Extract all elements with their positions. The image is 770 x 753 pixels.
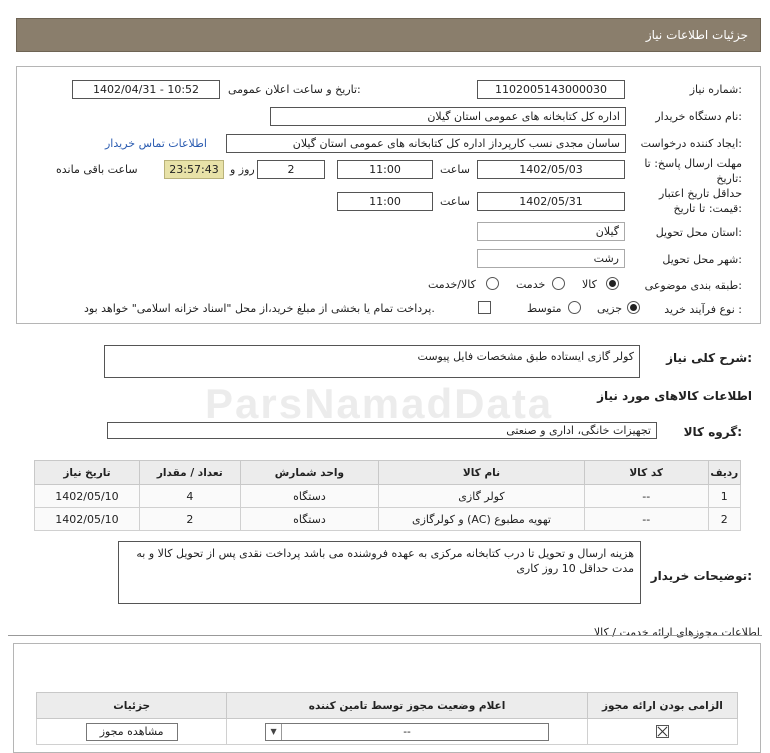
licenses-title: اطلاعات مجوزهای ارائه خدمت / کالا — [593, 626, 760, 639]
announce-label: تاریخ و ساعت اعلان عمومی: — [228, 83, 361, 96]
reply-deadline-label-2: تاریخ: — [716, 172, 742, 185]
purchase-partial-label: جزیی — [597, 302, 623, 315]
summary-field: کولر گازی ایستاده طبق مشخصات فایل پیوست — [104, 345, 640, 378]
cell-unit: دستگاه — [240, 485, 378, 508]
goods-group-label: گروه کالا: — [683, 425, 742, 439]
col-row: ردیف — [708, 461, 740, 485]
watermark: ParsNamadData — [205, 380, 554, 427]
cell-name: تهویه مطبوع (AC) و کولرگازی — [379, 508, 585, 531]
license-details-cell — [37, 719, 227, 745]
province-field: گیلان — [477, 222, 625, 241]
validity-label: حداقل تاریخ اعتبار — [658, 187, 742, 200]
category-service-label: خدمت — [516, 278, 546, 291]
items-table — [34, 460, 741, 531]
buyer-org-field: اداره کل کتابخانه های عمومی استان گیلان — [270, 107, 626, 126]
category-goods-service-label: کالا/خدمت — [428, 278, 476, 291]
cell-unit: دستگاه — [240, 508, 378, 531]
purchase-partial-radio[interactable] — [627, 301, 640, 314]
cell-code: -- — [584, 508, 708, 531]
divider — [8, 635, 762, 636]
cell-name: کولر گازی — [379, 485, 585, 508]
category-goods-service-radio[interactable] — [486, 277, 499, 290]
licenses-header-row — [37, 693, 738, 719]
category-label: طبقه بندی موضوعی: — [644, 279, 742, 292]
category-goods-radio[interactable] — [606, 277, 619, 290]
category-service-radio[interactable] — [552, 277, 565, 290]
treasury-checkbox[interactable] — [478, 301, 491, 314]
validity-label-2: قیمت: تا تاریخ: — [673, 202, 742, 215]
need-number-label: شماره نیاز: — [689, 83, 742, 96]
cell-date: 1402/05/10 — [35, 485, 140, 508]
city-label: شهر محل تحویل: — [662, 253, 742, 266]
cell-row: 2 — [708, 508, 740, 531]
license-required-cell — [587, 719, 737, 745]
goods-info-title: اطلاعات کالاهای مورد نیاز — [597, 389, 752, 403]
table-row — [35, 485, 741, 508]
province-label: استان محل تحویل: — [655, 226, 742, 239]
col-name: نام کالا — [379, 461, 585, 485]
purchase-medium-radio[interactable] — [568, 301, 581, 314]
requester-label: ایجاد کننده درخواست: — [640, 137, 742, 150]
buyer-org-label: نام دستگاه خریدار: — [655, 110, 742, 123]
buyer-notes-label: توضیحات خریدار: — [650, 569, 752, 583]
cell-date: 1402/05/10 — [35, 508, 140, 531]
license-status-select[interactable] — [265, 723, 549, 741]
license-required-checkbox[interactable] — [656, 725, 669, 738]
reply-date-field: 1402/05/03 — [477, 160, 625, 179]
reply-deadline-label: مهلت ارسال پاسخ: تا — [644, 157, 742, 170]
remaining-timer: 23:57:43 — [164, 160, 224, 179]
buyer-notes-field: هزینه ارسال و تحویل تا درب کتابخانه مرکزی به عهده فروشنده می باشد پرداخت نقدی پس از تحویل کالا و به مدت حداقل 10 روز کاری — [118, 541, 641, 604]
col-date: تاریخ نیاز — [35, 461, 140, 485]
need-number-field: 1102005143000030 — [477, 80, 625, 99]
cell-qty: 2 — [139, 508, 240, 531]
reply-time-field: 11:00 — [337, 160, 433, 179]
col-unit: واحد شمارش — [240, 461, 378, 485]
license-status-value: -- — [403, 725, 411, 738]
purchase-medium-label: متوسط — [527, 302, 562, 315]
summary-label: شرح کلی نیاز: — [666, 351, 752, 365]
view-license-button[interactable]: مشاهده مجوز — [86, 723, 178, 741]
page-title: جزئیات اطلاعات نیاز — [645, 28, 748, 42]
col-license-status: اعلام وضعیت مجوز توسط تامین کننده — [227, 693, 588, 719]
city-field: رشت — [477, 249, 625, 268]
days-label: روز و — [230, 163, 255, 176]
category-goods-label: کالا — [582, 278, 597, 291]
licenses-table — [36, 692, 738, 745]
treasury-note: پرداخت تمام یا بخشی از مبلغ خرید،از محل "اسناد خزانه اسلامی" خواهد بود. — [84, 302, 435, 315]
announce-datetime-field: 1402/04/31 - 10:52 — [72, 80, 220, 99]
chevron-down-icon: ▼ — [266, 724, 282, 740]
cell-code: -- — [584, 485, 708, 508]
page-header — [16, 18, 761, 52]
cell-qty: 4 — [139, 485, 240, 508]
col-license-required: الزامی بودن ارائه مجوز — [587, 693, 737, 719]
requester-field: ساسان مجدی نسب کارپرداز اداره کل کتابخانه های عمومی استان گیلان — [226, 134, 626, 153]
license-row — [37, 719, 738, 745]
remaining-label: ساعت باقی مانده — [56, 163, 138, 176]
items-header-row — [35, 461, 741, 485]
col-code: کد کالا — [584, 461, 708, 485]
license-status-cell — [227, 719, 588, 745]
days-field: 2 — [257, 160, 325, 179]
reply-time-label: ساعت — [440, 163, 470, 176]
cell-row: 1 — [708, 485, 740, 508]
table-row — [35, 508, 741, 531]
validity-time-field: 11:00 — [337, 192, 433, 211]
goods-group-field: تجهیزات خانگی، اداری و صنعتی — [107, 422, 657, 439]
validity-time-label: ساعت — [440, 195, 470, 208]
col-license-details: جزئیات — [37, 693, 227, 719]
buyer-contact-link[interactable]: اطلاعات تماس خریدار — [105, 137, 207, 150]
col-qty: تعداد / مقدار — [139, 461, 240, 485]
validity-date-field: 1402/05/31 — [477, 192, 625, 211]
purchase-type-label: نوع فرآیند خرید : — [664, 303, 742, 316]
